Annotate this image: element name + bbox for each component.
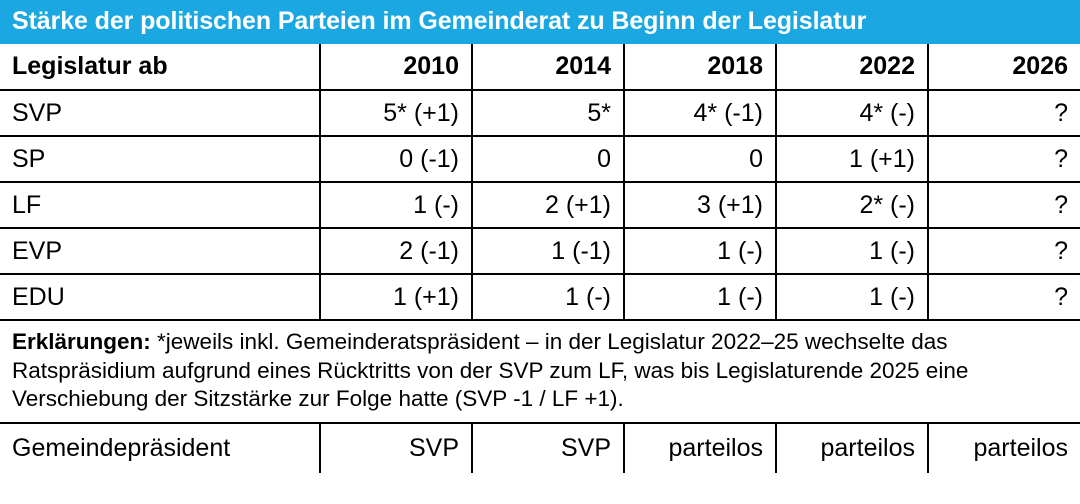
party-name-evp: EVP <box>0 228 320 274</box>
header-year-2010: 2010 <box>320 44 472 90</box>
footer-label-mayor: Gemeindepräsident <box>0 423 320 473</box>
cell-sp-2010: 0 (-1) <box>320 136 472 182</box>
notes-label: Erklärungen: <box>12 329 151 354</box>
cell-sp-2018: 0 <box>624 136 776 182</box>
cell-lf-2010: 1 (-) <box>320 182 472 228</box>
notes-text: *jeweils inkl. Gemeinderatspräsident – in der Legislatur 2022–25 wechselte das Ratspräsidium aufgrund eines Rücktritts von der SVP zum LF, was bis Legislaturende 2025 eine Verschiebung der Sitzstärke zur Folge hatte (SVP -1 / LF +1). <box>12 329 969 412</box>
cell-evp-2014: 1 (-1) <box>472 228 624 274</box>
header-year-2026: 2026 <box>928 44 1080 90</box>
cell-lf-2014: 2 (+1) <box>472 182 624 228</box>
cell-svp-2022: 4* (-) <box>776 90 928 136</box>
header-legislature-label: Legislatur ab <box>0 44 320 90</box>
table-header-row <box>0 44 1080 90</box>
cell-evp-2026: ? <box>928 228 1080 274</box>
cell-lf-2022: 2* (-) <box>776 182 928 228</box>
cell-lf-2026: ? <box>928 182 1080 228</box>
party-name-svp: SVP <box>0 90 320 136</box>
cell-mayor-2026: parteilos <box>928 423 1080 473</box>
cell-evp-2010: 2 (-1) <box>320 228 472 274</box>
cell-mayor-2014: SVP <box>472 423 624 473</box>
table-row <box>0 90 1080 136</box>
table-row <box>0 136 1080 182</box>
cell-svp-2026: ? <box>928 90 1080 136</box>
table-notes-row <box>0 320 1080 423</box>
table-row <box>0 274 1080 320</box>
cell-edu-2022: 1 (-) <box>776 274 928 320</box>
party-name-sp: SP <box>0 136 320 182</box>
table-footer-row <box>0 423 1080 473</box>
header-year-2022: 2022 <box>776 44 928 90</box>
cell-evp-2022: 1 (-) <box>776 228 928 274</box>
cell-mayor-2022: parteilos <box>776 423 928 473</box>
cell-evp-2018: 1 (-) <box>624 228 776 274</box>
table-row <box>0 182 1080 228</box>
header-year-2018: 2018 <box>624 44 776 90</box>
cell-mayor-2018: parteilos <box>624 423 776 473</box>
cell-sp-2014: 0 <box>472 136 624 182</box>
cell-sp-2026: ? <box>928 136 1080 182</box>
cell-svp-2018: 4* (-1) <box>624 90 776 136</box>
table-notes-cell <box>0 320 1080 423</box>
party-name-edu: EDU <box>0 274 320 320</box>
table-title: Stärke der politischen Parteien im Gemeinderat zu Beginn der Legislatur <box>0 0 1080 44</box>
cell-edu-2014: 1 (-) <box>472 274 624 320</box>
cell-lf-2018: 3 (+1) <box>624 182 776 228</box>
cell-mayor-2010: SVP <box>320 423 472 473</box>
cell-edu-2010: 1 (+1) <box>320 274 472 320</box>
cell-edu-2018: 1 (-) <box>624 274 776 320</box>
cell-svp-2010: 5* (+1) <box>320 90 472 136</box>
cell-svp-2014: 5* <box>472 90 624 136</box>
cell-edu-2026: ? <box>928 274 1080 320</box>
party-strength-table <box>0 44 1080 473</box>
header-year-2014: 2014 <box>472 44 624 90</box>
cell-sp-2022: 1 (+1) <box>776 136 928 182</box>
table-row <box>0 228 1080 274</box>
party-name-lf: LF <box>0 182 320 228</box>
